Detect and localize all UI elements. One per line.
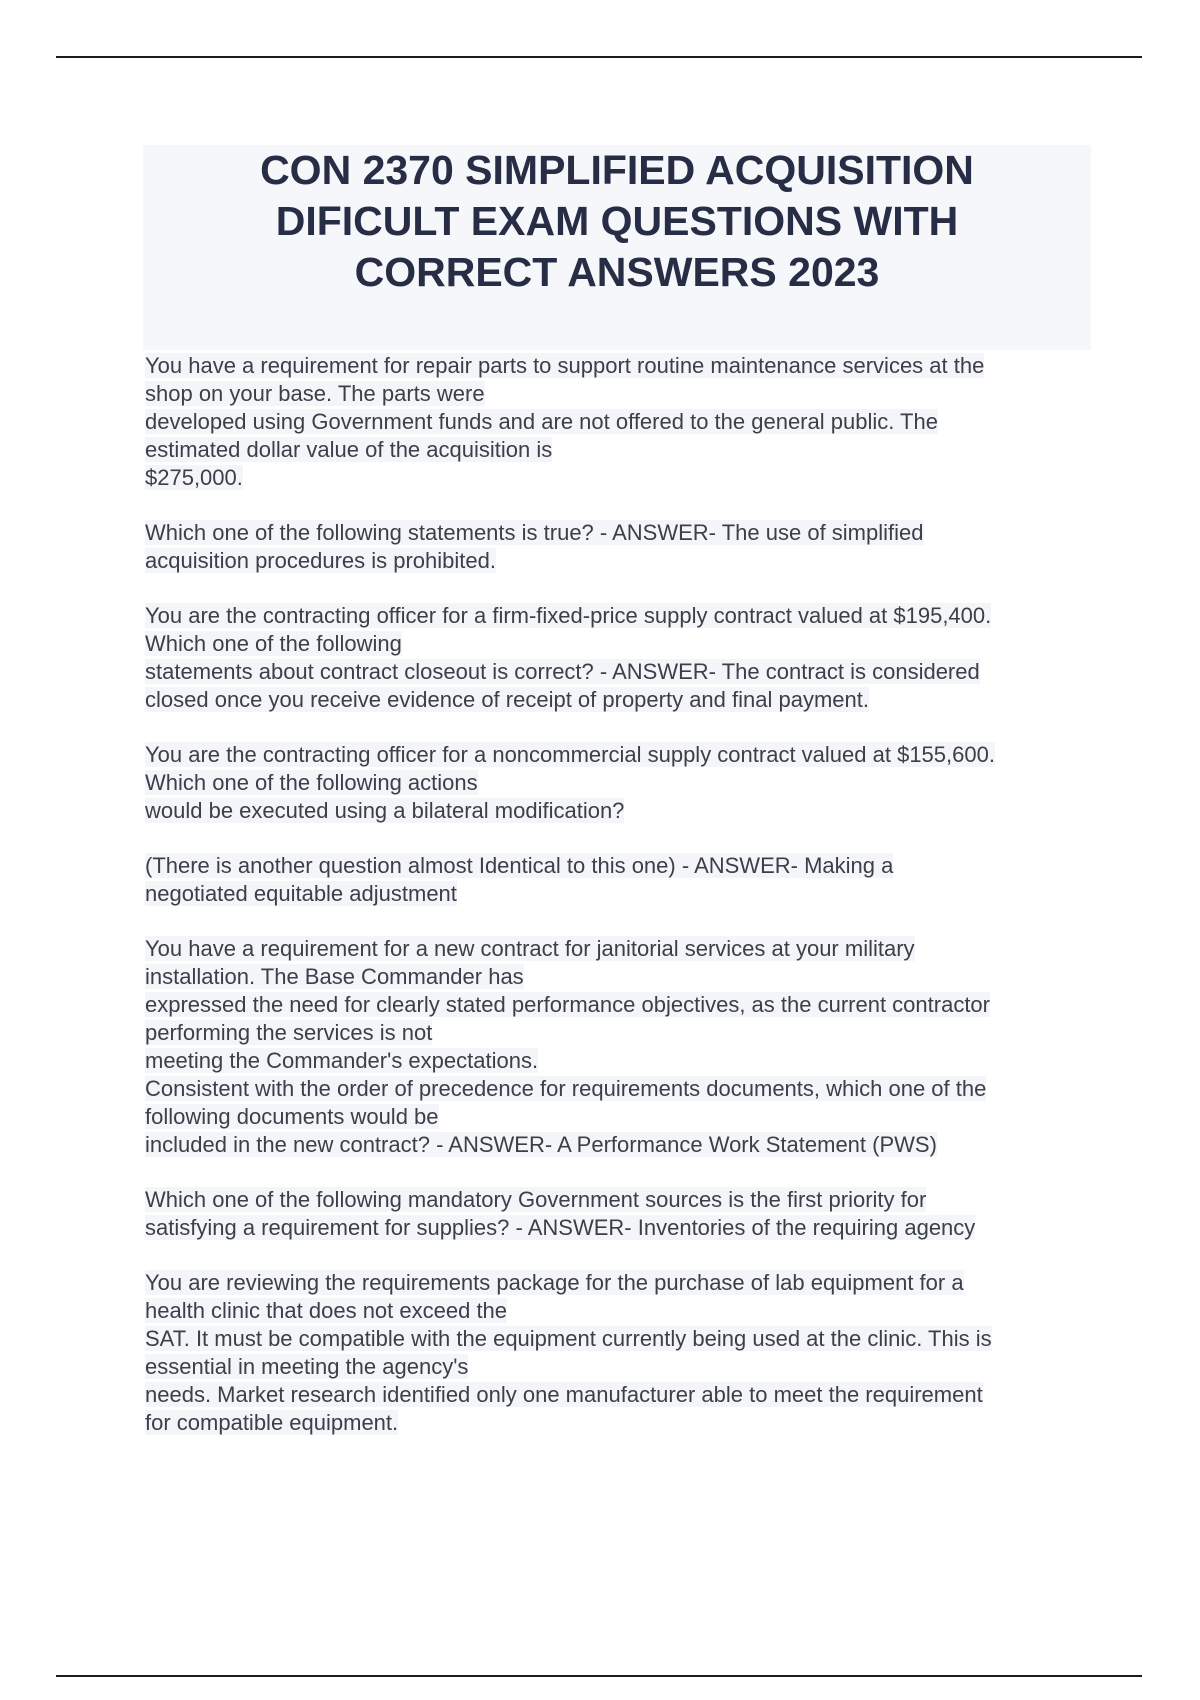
title-line: DIFICULT EXAM QUESTIONS WITH xyxy=(275,198,959,244)
text-line: Which one of the following mandatory Government sources is the first priority for xyxy=(145,1187,927,1212)
text-line: You are reviewing the requirements package for the purchase of lab equipment for a xyxy=(145,1270,964,1295)
title-line: CON 2370 SIMPLIFIED ACQUISITION xyxy=(260,147,974,193)
title-banner xyxy=(143,145,1091,350)
answer-paragraph xyxy=(145,519,1093,575)
question-paragraph xyxy=(145,1269,1093,1437)
top-divider xyxy=(56,56,1142,58)
text-line: would be executed using a bilateral modification? xyxy=(145,798,625,823)
text-line: $275,000. xyxy=(145,465,243,490)
question-paragraph xyxy=(145,935,1093,1159)
text-line: You are the contracting officer for a noncommercial supply contract valued at $155,600. xyxy=(145,742,995,767)
answer-paragraph xyxy=(145,852,1093,908)
text-line: estimated dollar value of the acquisition is xyxy=(145,437,553,462)
question-paragraph xyxy=(145,1186,1093,1242)
text-line: performing the services is not xyxy=(145,1020,433,1045)
text-line: You have a requirement for repair parts to support routine maintenance services at the xyxy=(145,353,985,378)
text-line: closed once you receive evidence of receipt of property and final payment. xyxy=(145,687,869,712)
question-paragraph xyxy=(145,602,1093,714)
text-line: health clinic that does not exceed the xyxy=(145,1298,508,1323)
title-line: CORRECT ANSWERS 2023 xyxy=(354,249,880,295)
text-line: essential in meeting the agency's xyxy=(145,1354,469,1379)
text-line: for compatible equipment. xyxy=(145,1410,399,1435)
document-title xyxy=(143,145,1091,298)
text-line: You are the contracting officer for a firm-fixed-price supply contract valued at $195,400. xyxy=(145,603,992,628)
text-line: You have a requirement for a new contract for janitorial services at your military xyxy=(145,936,915,961)
text-line: SAT. It must be compatible with the equipment currently being used at the clinic. This is xyxy=(145,1326,992,1351)
text-line: installation. The Base Commander has xyxy=(145,964,524,989)
text-line: satisfying a requirement for supplies? - ANSWER- Inventories of the requiring agency xyxy=(145,1215,976,1240)
text-line: expressed the need for clearly stated performance objectives, as the current contractor xyxy=(145,992,990,1017)
text-line: developed using Government funds and are not offered to the general public. The xyxy=(145,409,938,434)
text-line: (There is another question almost Identical to this one) - ANSWER- Making a xyxy=(145,853,894,878)
text-line: negotiated equitable adjustment xyxy=(145,881,457,906)
text-line: statements about contract closeout is correct? - ANSWER- The contract is considered xyxy=(145,659,980,684)
text-line: Which one of the following xyxy=(145,631,402,656)
question-paragraph xyxy=(145,741,1093,825)
text-line: acquisition procedures is prohibited. xyxy=(145,548,496,573)
text-line: Which one of the following actions xyxy=(145,770,478,795)
text-line: meeting the Commander's expectations. xyxy=(145,1048,539,1073)
text-line: shop on your base. The parts were xyxy=(145,381,485,406)
text-line: Consistent with the order of precedence for requirements documents, which one of the xyxy=(145,1076,987,1101)
question-paragraph xyxy=(145,352,1093,492)
text-line: Which one of the following statements is true? - ANSWER- The use of simplified xyxy=(145,520,924,545)
text-line: included in the new contract? - ANSWER- A Performance Work Statement (PWS) xyxy=(145,1132,937,1157)
text-line: following documents would be xyxy=(145,1104,439,1129)
bottom-divider xyxy=(56,1675,1142,1677)
document-body xyxy=(145,352,1093,1464)
text-line: needs. Market research identified only one manufacturer able to meet the requirement xyxy=(145,1382,983,1407)
